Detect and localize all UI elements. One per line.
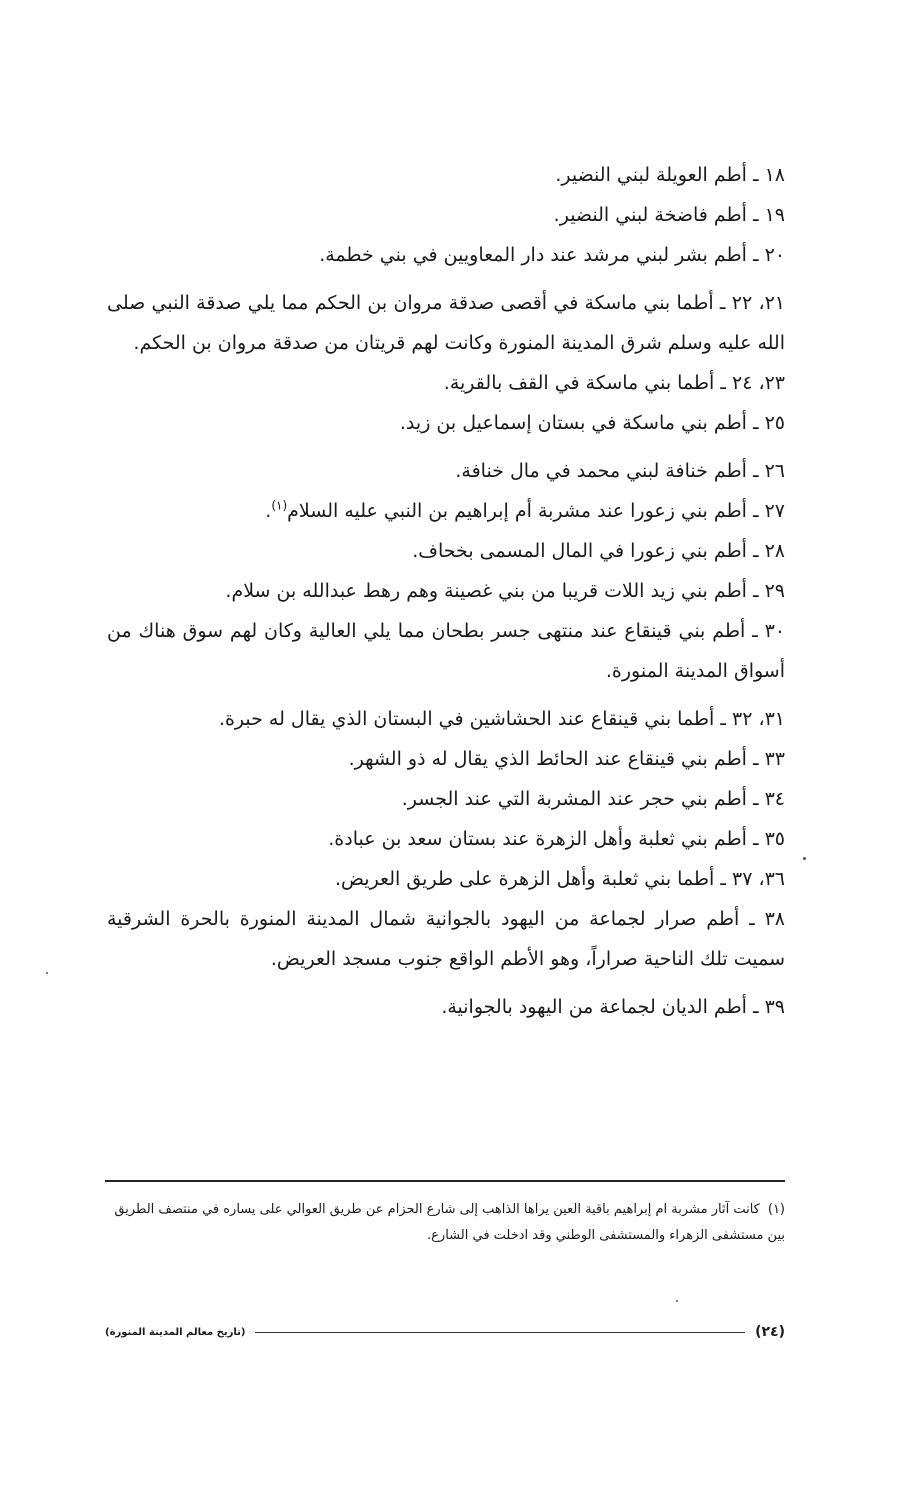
entry-23-24: ٢٣، ٢٤ ـ أطما بني ماسكة في القف بالقرية. [443,372,785,394]
entry-39: ٣٩ ـ أطم الديان لجماعة من اليهود بالجوانية. [441,996,785,1018]
entry-30: ٣٠ ـ أطم بني قينقاع عند منتهى جسر بطحان مما يلي العالية وكان لهم سوق هناك من أسواق المدينة المنورة. [107,620,785,682]
entry-26: ٢٦ ـ أطم خنافة لبني محمد في مال خنافة. [455,460,785,482]
entry-27 [107,491,785,531]
footnote-text: كانت آثار مشربة ام إبراهيم باقية العين يراها الذاهب إلى شارع الحزام عن طريق العوالي على يساره في منتصف الطريق بين مستشفى الزهراء والمستشفى الوطني وقد ادخلت في الشارع. [114,1202,785,1243]
entry-18: ١٨ ـ أطم العويلة لبني النضير. [555,164,785,186]
page-number: (٢٤) [755,1324,785,1340]
entry-27-tail: . [265,500,272,522]
entry-38: ٣٨ ـ أطم صرار لجماعة من اليهود بالجوانية شمال المدينة المنورة بالحرة الشرقية سميت تلك الناحية صراراً، وهو الأطم الواقع جنوب مسجد العريض. [107,908,785,970]
entries-list [107,155,785,1027]
entry-21-22: ٢١، ٢٢ ـ أطما بني ماسكة في أقصى صدقة مروان بن الحكم مما يلي صدقة النبي صلى الله عليه وسلم شرق المدينة المنورة وكانت لهم قريتان من صدقة مروان بن الحكم. [107,292,786,354]
entry-35: ٣٥ ـ أطم بني ثعلبة وأهل الزهرة عند بستان سعد بن عبادة. [328,828,785,850]
entry-27-text: ٢٧ ـ أطم بني زعورا عند مشربة أم إبراهيم بن النبي عليه السلام [287,500,785,522]
footer-divider [255,1332,745,1333]
entry-36-37: ٣٦، ٣٧ ـ أطما بني ثعلبة وأهل الزهرة على طريق العريض. [334,868,785,890]
scan-speck [803,857,806,860]
running-book-title: (تاريخ معالم المدينة المنورة) [105,1326,246,1338]
page-footer [105,1322,785,1342]
entry-33: ٣٣ ـ أطم بني قينقاع عند الحائط الذي يقال له ذو الشهر. [348,748,785,770]
entry-20: ٢٠ ـ أطم بشر لبني مرشد عند دار المعاويين في بني خطمة. [319,244,785,266]
entry-31-32: ٣١، ٣٢ ـ أطما بني قينقاع عند الحشاشين في البستان الذي يقال له حبرة. [218,708,785,730]
footnote [95,1197,785,1249]
scan-speck [676,1300,678,1302]
entry-19: ١٩ ـ أطم فاضخة لبني النضير. [553,204,785,226]
entry-34: ٣٤ ـ أطم بني حجر عند المشربة التي عند الجسر. [401,788,785,810]
footnote-mark: (١) [767,1202,785,1217]
footnote-divider [105,1180,785,1182]
entry-29: ٢٩ ـ أطم بني زيد اللات قريبا من بني غصينة وهم رهط عبدالله بن سلام. [225,580,785,602]
entry-28: ٢٨ ـ أطم بني زعورا في المال المسمى بخحاف. [412,540,785,562]
entry-25: ٢٥ ـ أطم بني ماسكة في بستان إسماعيل بن زيد. [399,412,785,434]
scan-speck [46,972,48,974]
footnote-reference[interactable]: (١) [271,498,288,513]
